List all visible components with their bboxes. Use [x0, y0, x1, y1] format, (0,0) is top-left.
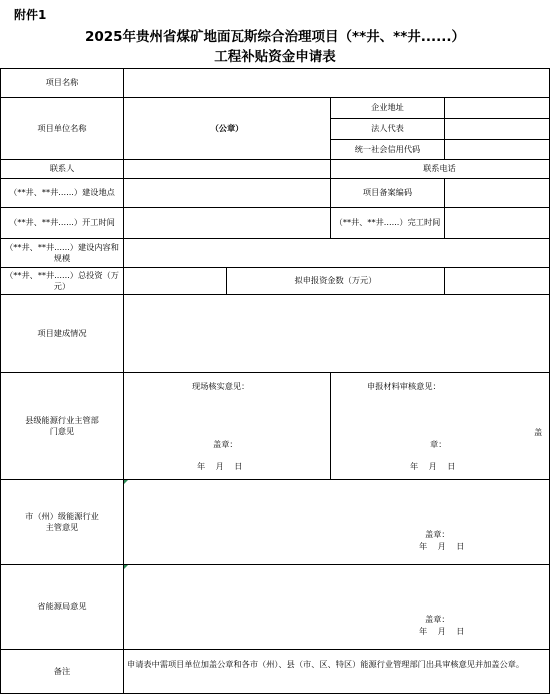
- filing-number-field[interactable]: [445, 178, 549, 207]
- form-title: 2025年贵州省煤矿地面瓦斯综合治理项目（**井、**井......）: [84, 29, 466, 45]
- remarks-content: 申请表中需项目单位加盖公章和各市（州）、县（市、区、特区）能源行业管理部门出具审核意见并加盖公章。: [127, 659, 525, 669]
- form-subtitle: 工程补贴资金申请表: [214, 49, 336, 65]
- county-material-stamp-part1: 盖: [534, 427, 543, 437]
- credit-code-label: 统一社会信用代码: [354, 143, 421, 154]
- contact-label: 联系人: [49, 163, 75, 173]
- city-stamp: 盖章：: [425, 529, 450, 539]
- material-review-label: 申报材料审核意见：: [367, 381, 441, 391]
- contact-row: [124, 159, 549, 178]
- company-address-label: 企业地址: [371, 102, 404, 112]
- build-content-field[interactable]: [124, 238, 549, 267]
- application-form-table: [0, 68, 550, 694]
- seal-placeholder: （公章）: [210, 122, 244, 133]
- construction-status-label: 项目建成情况: [37, 327, 87, 338]
- county-site-stamp: 盖章：: [213, 439, 238, 449]
- county-material-stamp-part2: 章：: [430, 439, 447, 449]
- proposed-amount-label: 拟申报资金数（万元）: [294, 275, 377, 285]
- complete-time-label: （**井、**井......）完工时间: [334, 217, 441, 227]
- cell-corner-mark: [124, 480, 128, 484]
- construction-status-field[interactable]: [124, 294, 549, 372]
- legal-rep-label: 法人代表: [371, 123, 404, 133]
- project-name-label: 项目名称: [45, 77, 79, 87]
- unit-name-label: 项目单位名称: [37, 122, 87, 133]
- city-date: 年 月 日: [419, 541, 465, 551]
- build-location-field[interactable]: [124, 178, 330, 207]
- project-name-field[interactable]: [124, 68, 549, 97]
- contact-phone-label: 联系电话: [423, 163, 456, 173]
- total-investment-label: （**井、**井......）总投资（万元）: [5, 269, 119, 291]
- county-material-date: 年 月 日: [410, 461, 456, 471]
- remarks-label: 备注: [53, 665, 71, 676]
- contact-field[interactable]: [124, 159, 330, 178]
- credit-code-field[interactable]: [445, 139, 549, 159]
- site-check-label: 现场核实意见：: [192, 381, 250, 391]
- province-stamp: 盖章：: [425, 614, 450, 624]
- filing-number-label: 项目备案编码: [362, 187, 413, 197]
- start-time-field[interactable]: [124, 207, 330, 238]
- city-dept-label: 市（州）级能源行业主管意见: [25, 510, 99, 532]
- build-location-label: （**井、**井......）建设地点: [9, 187, 115, 197]
- build-content-label: （**井、**井......）建设内容和规模: [5, 241, 119, 263]
- province-date: 年 月 日: [419, 626, 465, 636]
- proposed-amount-field[interactable]: [445, 267, 549, 294]
- county-site-date: 年 月 日: [197, 461, 243, 471]
- legal-rep-field[interactable]: [445, 118, 549, 139]
- county-dept-label: 县级能源行业主管部门意见: [25, 414, 99, 436]
- complete-time-field[interactable]: [445, 207, 549, 238]
- total-investment-field[interactable]: [124, 267, 226, 294]
- start-time-label: （**井、**井......）开工时间: [9, 217, 115, 227]
- company-address-field[interactable]: [445, 97, 549, 118]
- attachment-label: 附件1: [14, 8, 47, 22]
- province-dept-label: 省能源局意见: [37, 601, 87, 611]
- cell-corner-mark: [124, 565, 128, 569]
